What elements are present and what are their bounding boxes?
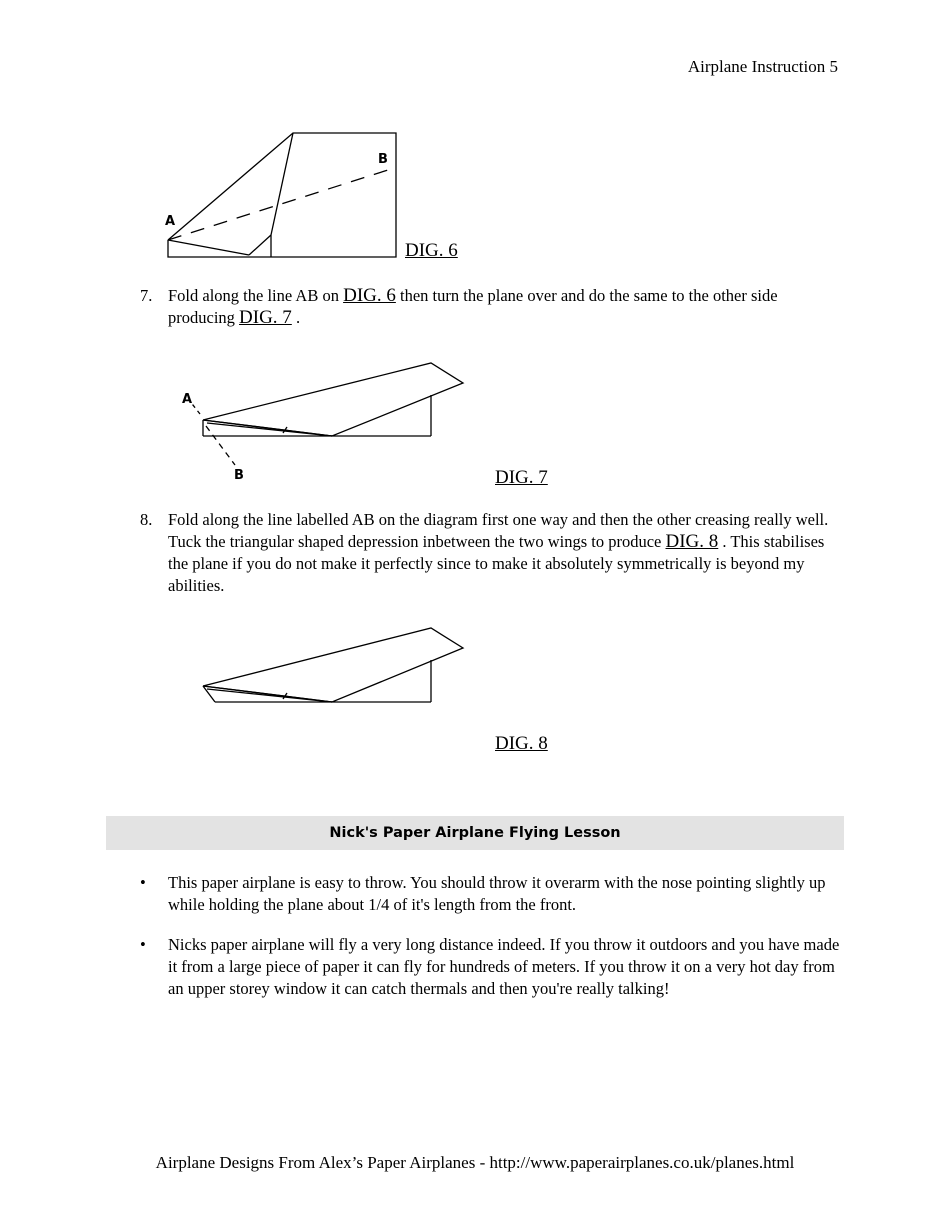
step-number: 7.	[140, 286, 153, 305]
dig6-reference: DIG. 6	[343, 285, 396, 306]
dig7-reference: DIG. 7	[239, 307, 292, 328]
dig7-caption: DIG. 7	[495, 467, 548, 488]
step-8: 8. Fold along the line labelled AB on the diagram first one way and then the other creasing really well. Tuck the triangular shaped depression inbetween the two wings to produce DIG. 8 . This stabilises the plane if you do not make it perfectly since to make it absolutely symmetrically is beyond my abilities.	[140, 510, 829, 595]
dig8-caption: DIG. 8	[495, 733, 548, 754]
dig6-caption: DIG. 6	[405, 240, 458, 261]
flying-tips-list	[140, 872, 840, 1018]
list-item: • Nicks paper airplane will fly a very long distance indeed. If you throw it outdoors and you have made it from a large piece of paper it can fly for hundreds of meters. If you throw it on a very hot day from an upper storey window it can catch thermals and then you're really talking!	[140, 935, 840, 998]
dig8-reference: DIG. 8	[665, 531, 719, 552]
dig6-label-b: B	[378, 152, 388, 167]
dig7-label-b: B	[234, 468, 244, 483]
step-7: 7. Fold along the line AB on DIG. 6 then turn the plane over and do the same to the other side producing DIG. 7 .	[140, 285, 778, 328]
bullet-marker: •	[140, 935, 146, 954]
dig7-diagram	[175, 355, 470, 485]
step-number: 8.	[140, 510, 153, 529]
bullet-marker: •	[140, 873, 146, 892]
dig6-label-a: A	[165, 214, 176, 229]
page-header: Airplane Instruction 5	[687, 57, 838, 76]
page-footer: Airplane Designs From Alex’s Paper Airplanes - http://www.paperairplanes.co.uk/planes.html	[155, 1153, 795, 1172]
section-title: Nick's Paper Airplane Flying Lesson	[106, 816, 844, 850]
dig6-diagram	[160, 125, 405, 265]
list-item: • This paper airplane is easy to throw. You should throw it overarm with the nose pointing slightly up while holding the plane about 1/4 of it's length from the front.	[140, 873, 826, 914]
dig8-diagram	[175, 620, 470, 710]
dig7-label-a: A	[182, 392, 193, 407]
